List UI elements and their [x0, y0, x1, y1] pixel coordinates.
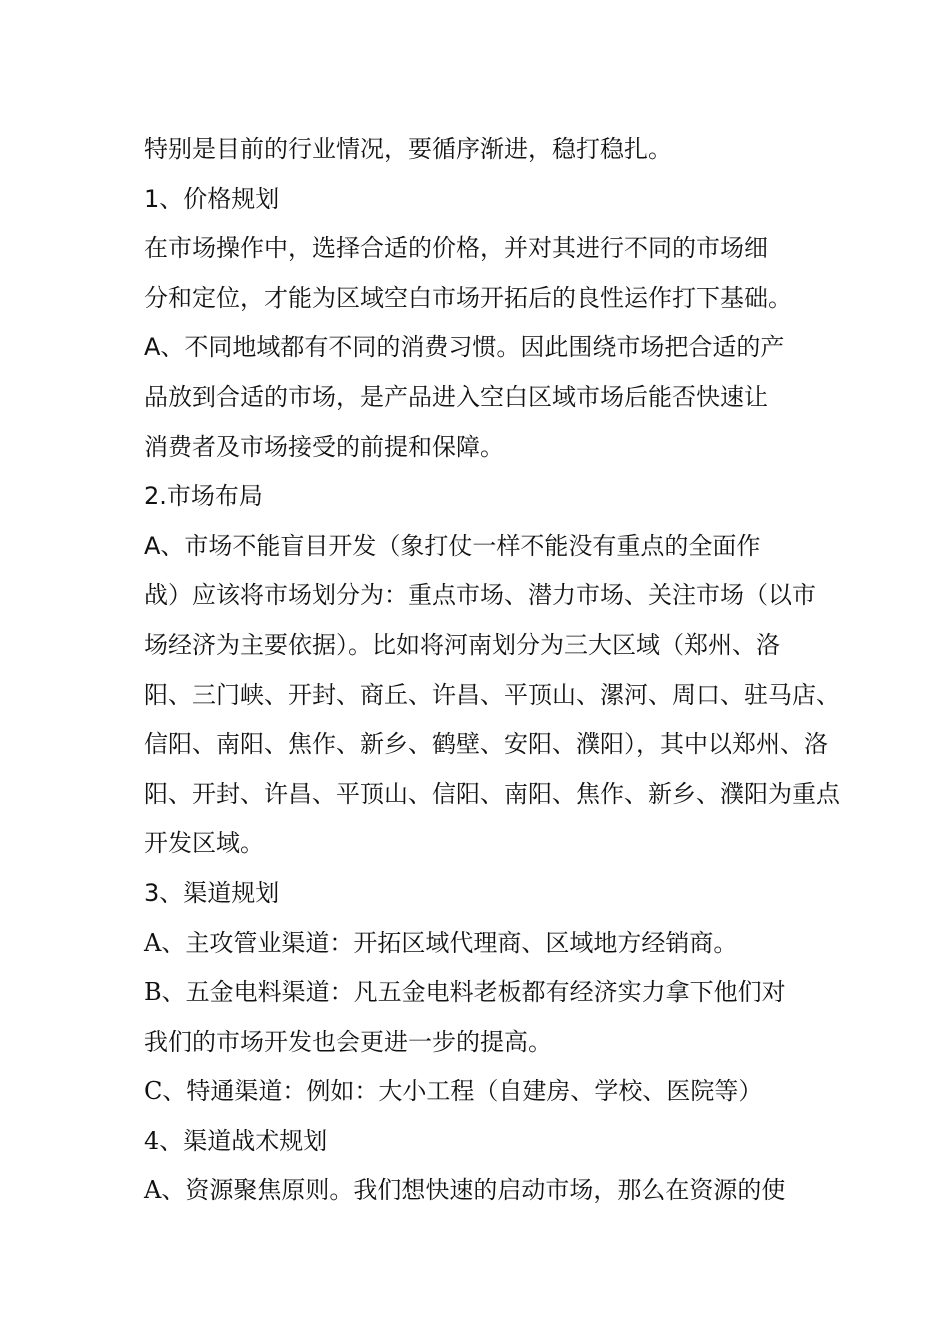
text-line: C、特通渠道：例如：大小工程（自建房、学校、医院等） — [144, 1077, 763, 1106]
text-line: 阳、三门峡、开封、商丘、许昌、平顶山、漯河、周口、驻马店、 — [144, 680, 840, 709]
text-line: 信阳、南阳、焦作、新乡、鹤壁、安阳、濮阳），其中以郑州、洛 — [144, 730, 828, 759]
text-line: 在市场操作中，选择合适的价格，并对其进行不同的市场细 — [144, 234, 768, 263]
heading-market-layout: 2.市场布局 — [144, 482, 263, 511]
heading-price-planning: 1、价格规划 — [144, 184, 280, 213]
text-line: A、资源聚焦原则。我们想快速的启动市场，那么在资源的使 — [144, 1176, 786, 1205]
heading-channel-planning: 3、渠道规划 — [144, 878, 280, 907]
text-line: 阳、开封、许昌、平顶山、信阳、南阳、焦作、新乡、濮阳为重点 — [144, 779, 840, 808]
text-line: 我们的市场开发也会更进一步的提高。 — [144, 1027, 552, 1056]
text-line: 战）应该将市场划分为：重点市场、潜力市场、关注市场（以市 — [144, 581, 816, 610]
text-line: A、市场不能盲目开发（象打仗一样不能没有重点的全面作 — [144, 531, 761, 560]
text-line: 消费者及市场接受的前提和保障。 — [144, 432, 504, 461]
text-line: 品放到合适的市场，是产品进入空白区域市场后能否快速让 — [144, 382, 768, 411]
text-line: 开发区域。 — [144, 829, 264, 858]
text-line: 分和定位，才能为区域空白市场开拓后的良性运作打下基础。 — [144, 283, 792, 312]
heading-channel-tactics: 4、渠道战术规划 — [144, 1126, 328, 1155]
text-line: A、不同地域都有不同的消费习惯。因此围绕市场把合适的产 — [144, 333, 785, 362]
document-body — [144, 125, 840, 1216]
text-line: A、主攻管业渠道：开拓区域代理商、区域地方经销商。 — [144, 928, 738, 957]
text-line: 场经济为主要依据）。比如将河南划分为三大区域（郑州、洛 — [144, 630, 780, 659]
text-line: B、五金电料渠道：凡五金电料老板都有经济实力拿下他们对 — [144, 978, 786, 1007]
text-line-intro: 特别是目前的行业情况，要循序渐进，稳打稳扎。 — [144, 135, 672, 163]
